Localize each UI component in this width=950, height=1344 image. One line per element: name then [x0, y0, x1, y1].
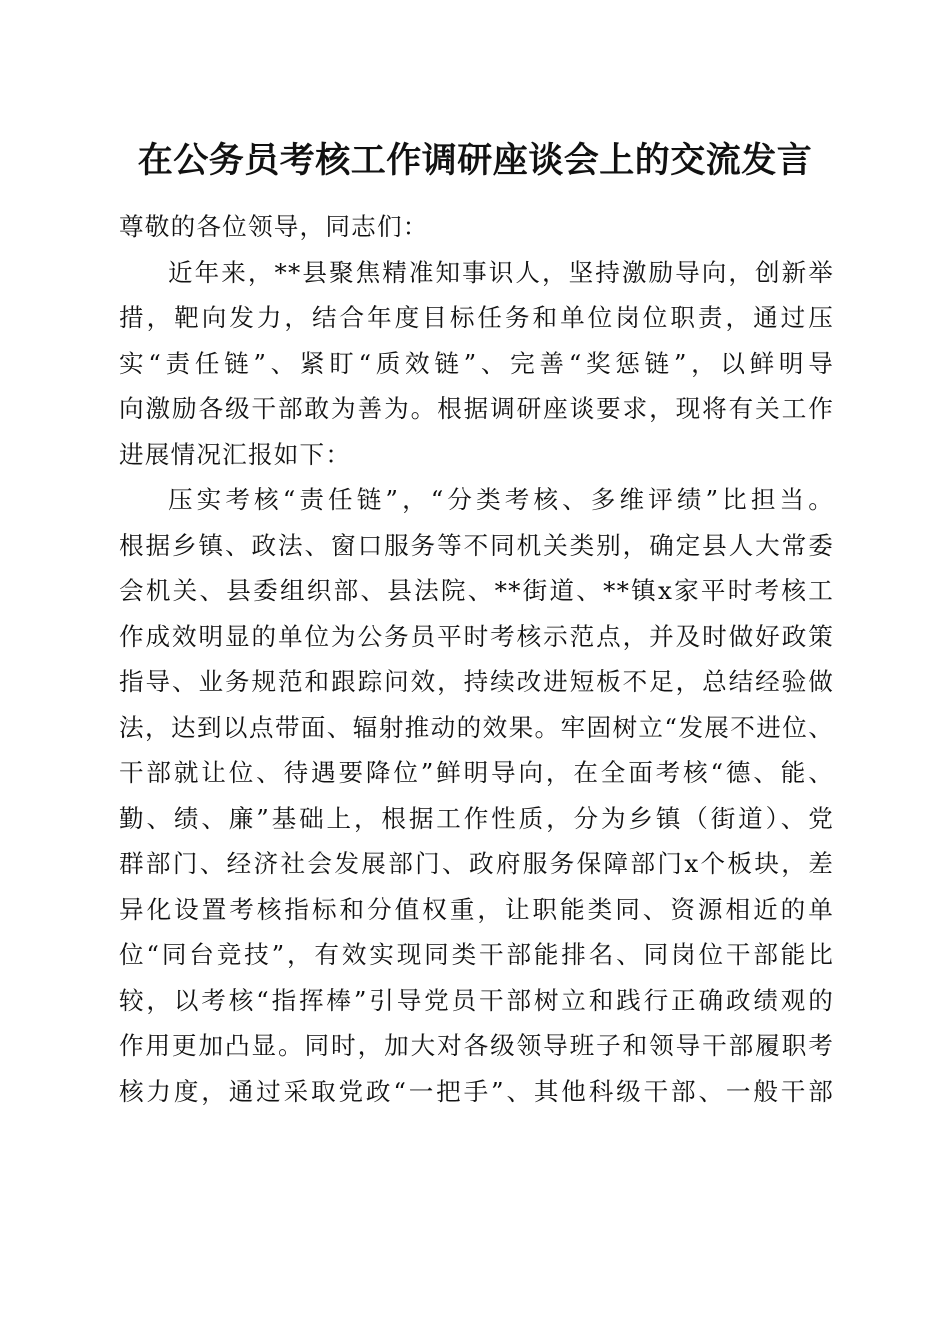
paragraph-2-line-6: 法，达到以点带面、辐射推动的效果。牢固树立“发展不进位、 — [119, 712, 834, 742]
paragraph-2-line-3: 会机关、县委组织部、县法院、**街道、**镇x家平时考核工 — [119, 576, 834, 605]
paragraph-2-line-2: 根据乡镇、政法、窗口服务等不同机关类别，确定县人大常委 — [119, 530, 834, 560]
paragraph-2-line-9: 群部门、经济社会发展部门、政府服务保障部门x个板块，差 — [119, 849, 834, 878]
paragraph-1-line-3: 实“责任链”、紧盯“质效链”、完善“奖惩链”，以鲜明导 — [119, 348, 834, 378]
paragraph-2-line-10: 异化设置考核指标和分值权重，让职能类同、资源相近的单 — [119, 894, 834, 924]
paragraph-2-line-4: 作成效明显的单位为公务员平时考核示范点，并及时做好政策 — [119, 621, 834, 651]
document-body — [119, 204, 834, 1114]
paragraph-2-line-14: 核力度，通过采取党政“一把手”、其他科级干部、一般干部 — [119, 1076, 834, 1106]
paragraph-1-line-4: 向激励各级干部敢为善为。根据调研座谈要求，现将有关工作 — [119, 394, 834, 423]
paragraph-1-line-5: 进展情况汇报如下： — [119, 439, 352, 469]
salutation: 尊敬的各位领导，同志们： — [119, 212, 429, 241]
paragraph-1-line-1: 近年来，**县聚焦精准知事识人，坚持激励导向，创新举 — [168, 257, 834, 287]
paragraph-2-line-11: 位“同台竞技”，有效实现同类干部能排名、同岗位干部能比 — [119, 940, 834, 969]
paragraph-1-line-2: 措，靶向发力，结合年度目标任务和单位岗位职责，通过压 — [119, 303, 834, 332]
paragraph-2-line-12: 较，以考核“指挥棒”引导党员干部树立和践行正确政绩观的 — [119, 985, 834, 1015]
paragraph-2-line-13: 作用更加凸显。同时，加大对各级领导班子和领导干部履职考 — [119, 1031, 834, 1060]
paragraph-2-line-8: 勤、绩、廉”基础上，根据工作性质，分为乡镇（街道）、党 — [119, 803, 834, 833]
paragraph-2-line-7: 干部就让位、待遇要降位”鲜明导向，在全面考核“德、能、 — [119, 758, 834, 787]
paragraph-2-line-5: 指导、业务规范和跟踪问效，持续改进短板不足，总结经验做 — [119, 667, 834, 696]
document-title: 在公务员考核工作调研座谈会上的交流发言 — [137, 140, 813, 181]
paragraph-2-line-1: 压实考核“责任链”，“分类考核、多维评绩”比担当。 — [168, 485, 834, 514]
